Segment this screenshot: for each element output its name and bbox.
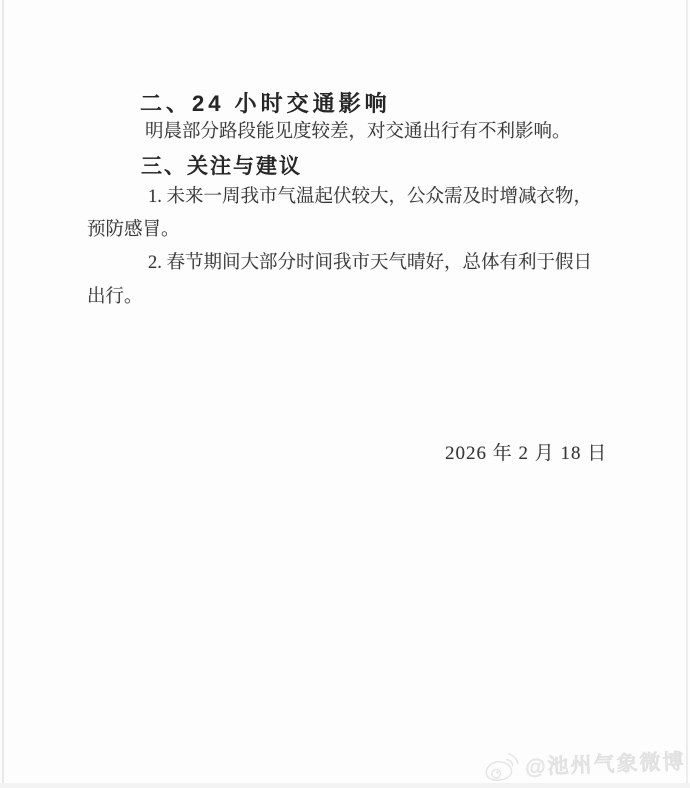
advice-item1-line2: 预防感冒。	[87, 220, 180, 240]
page-right-edge	[686, 0, 688, 788]
section-heading-traffic: 二、24 小时交通影响	[140, 91, 391, 116]
section-heading-advice: 三、关注与建议	[141, 155, 302, 178]
page-left-edge	[2, 0, 4, 788]
advice-item2-line2: 出行。	[87, 287, 143, 307]
advice-item1-line1: 1. 未来一周我市气温起伏较大，公众需及时增减衣物，	[148, 187, 593, 207]
traffic-body-text: 明晨部分路段能见度较差，对交通出行有不利影响。	[145, 122, 571, 142]
advice-item2-line1: 2. 春节期间大部分时间我市天气晴好，总体有利于假日	[148, 253, 593, 273]
watermark-text: @池州气象微博	[524, 750, 686, 780]
weibo-watermark	[481, 744, 685, 783]
document-date: 2026 年 2 月 18 日	[445, 443, 608, 464]
page-bottom-edge	[0, 783, 690, 788]
weibo-icon	[481, 750, 520, 783]
